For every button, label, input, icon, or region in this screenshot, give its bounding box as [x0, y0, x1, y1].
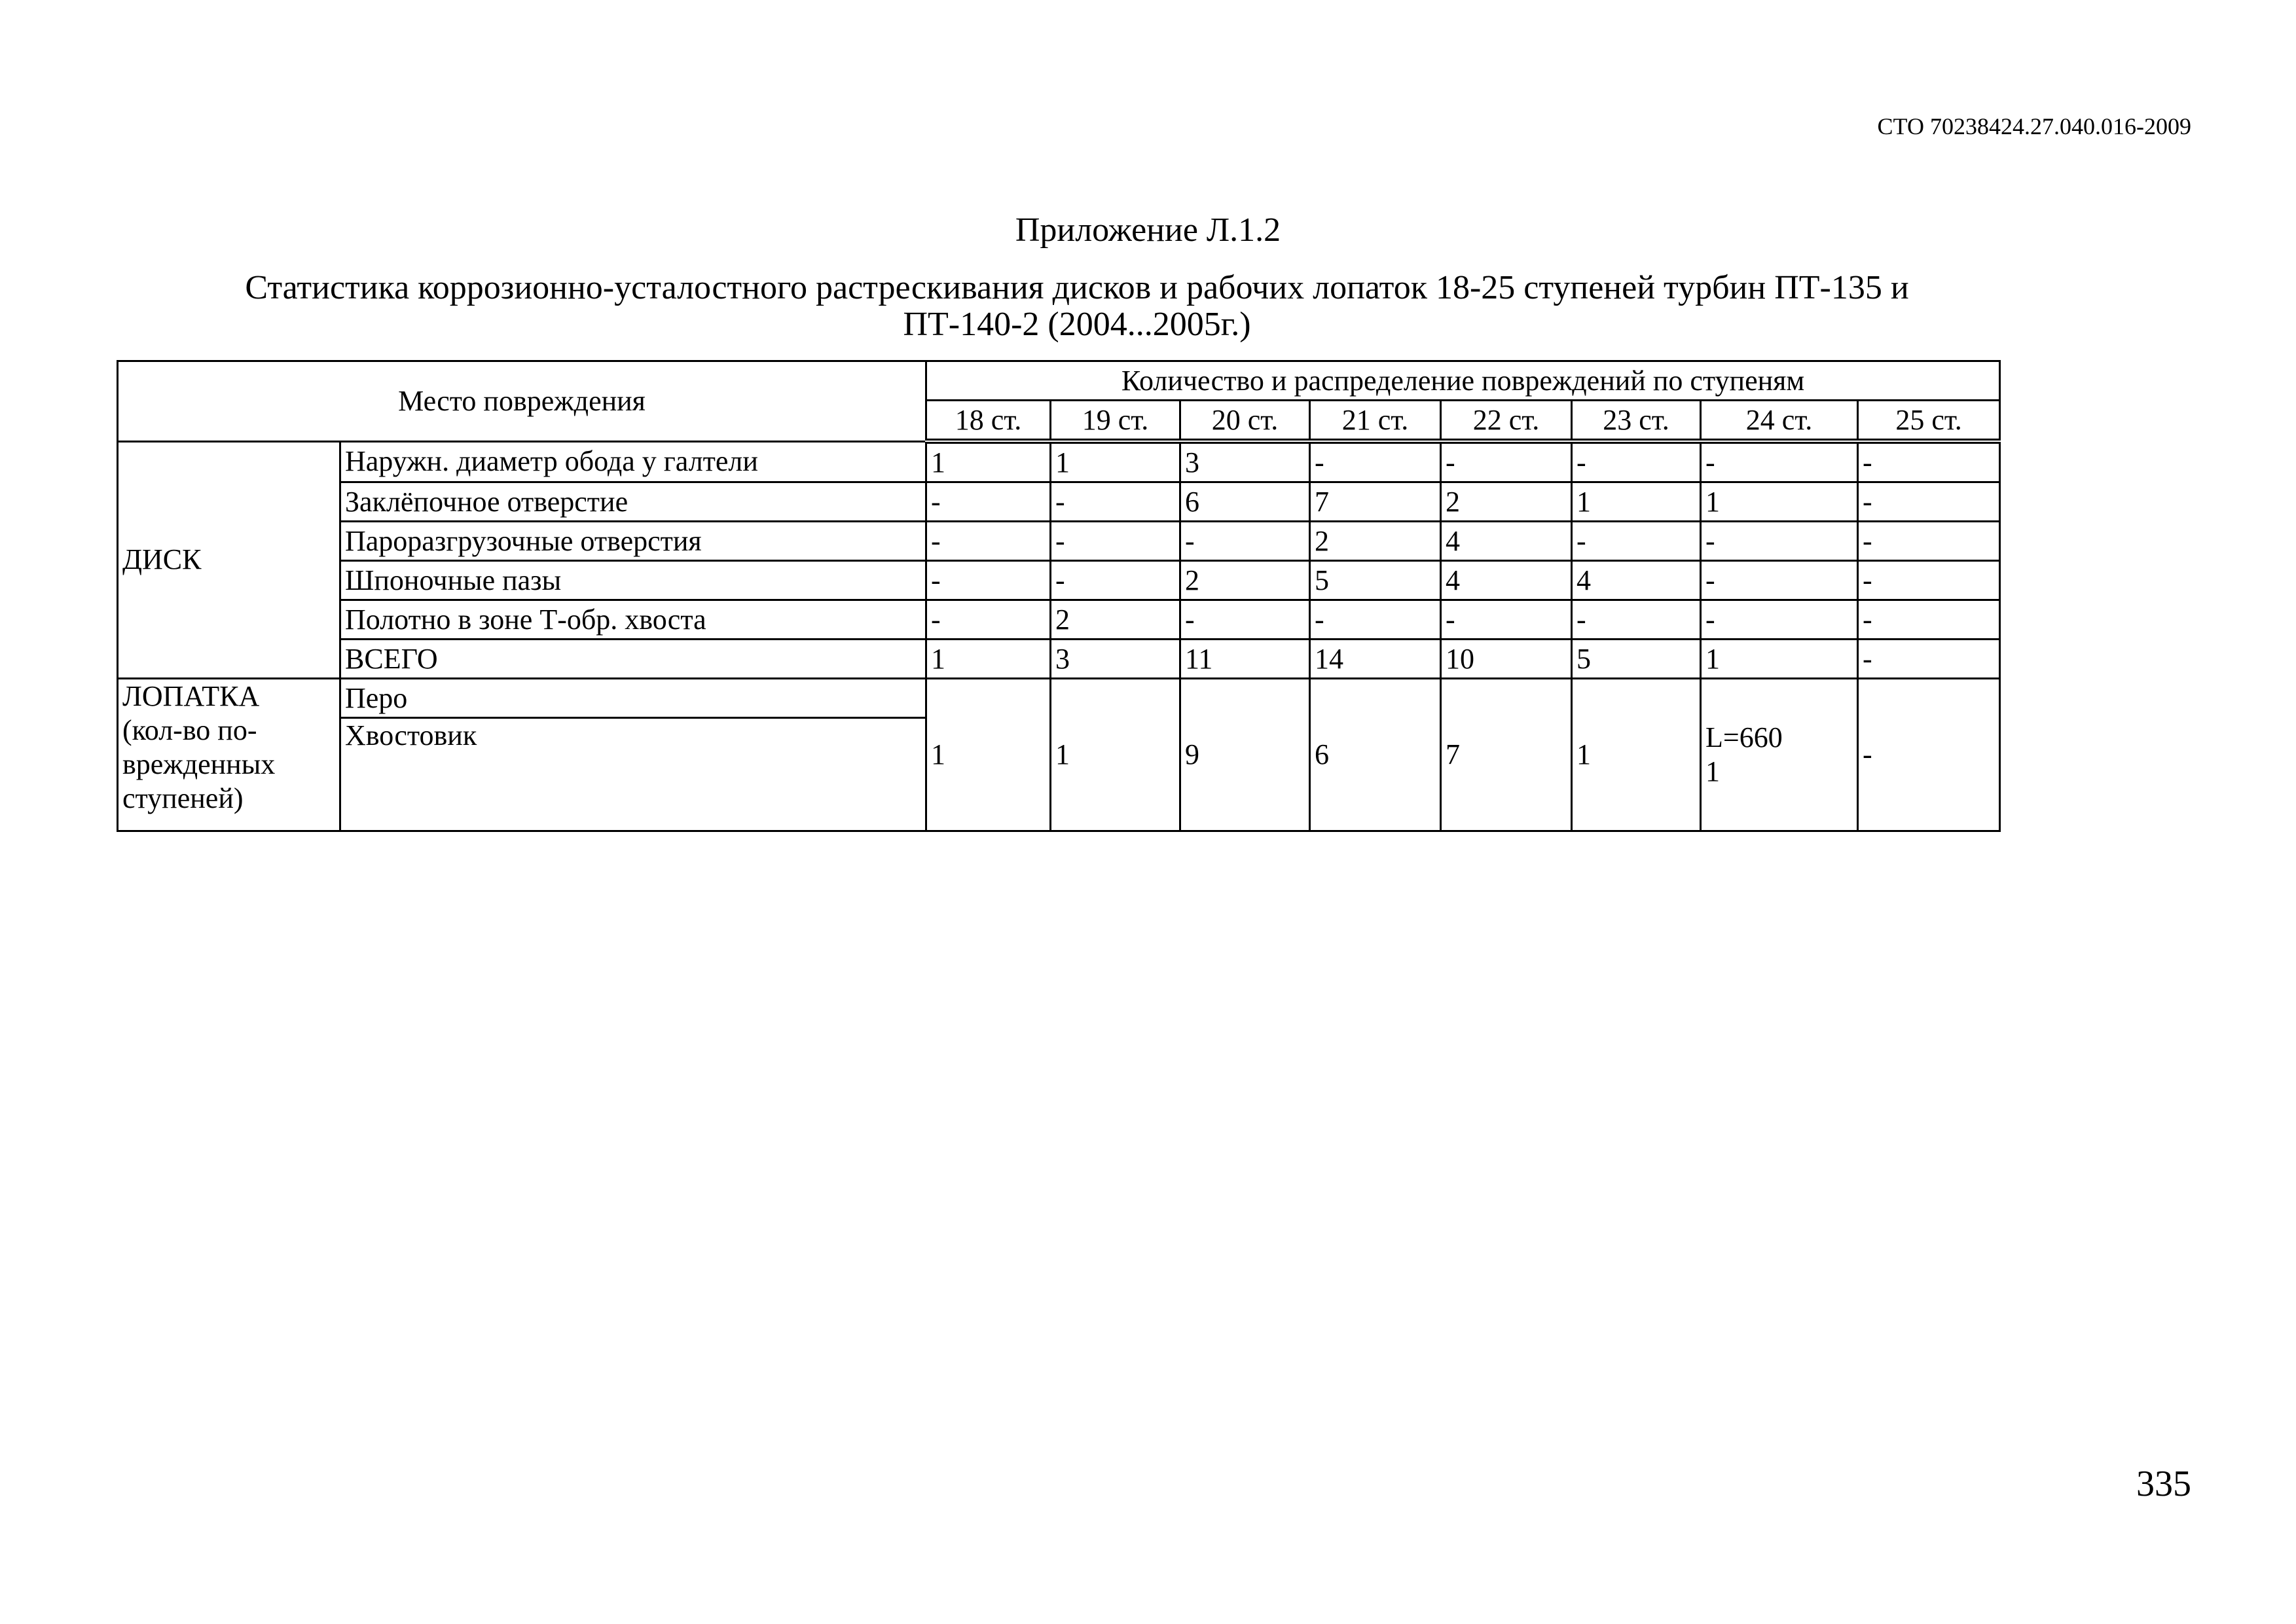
table-cell: 2 [1310, 522, 1441, 561]
stage-header: 18 ст. [926, 401, 1051, 442]
table-cell: 14 [1310, 640, 1441, 679]
table-cell: - [926, 561, 1051, 600]
table-cell: - [1572, 600, 1701, 640]
table-cell-24 [1701, 679, 1858, 831]
table-cell: 5 [1310, 561, 1441, 600]
table-cell: 1 [1051, 441, 1180, 482]
table-cell: 1 [926, 679, 1051, 831]
table-cell: 1 [1572, 679, 1701, 831]
stage-header: 19 ст. [1051, 401, 1180, 442]
table-cell: - [1441, 441, 1572, 482]
table-cell: 10 [1441, 640, 1572, 679]
table-cell: - [1572, 522, 1701, 561]
table-cell: 2 [1051, 600, 1180, 640]
cell-line: 1 [1705, 755, 1721, 787]
table-cell: - [926, 482, 1051, 522]
table-cell: - [1310, 600, 1441, 640]
table-cell: - [1441, 600, 1572, 640]
table-cell: 1 [1701, 640, 1858, 679]
row-label: Шпоночные пазы [340, 561, 926, 600]
table-cell: - [1701, 561, 1858, 600]
table-cell: 1 [926, 640, 1051, 679]
table-cell: - [1701, 600, 1858, 640]
table-cell: - [926, 600, 1051, 640]
stage-header: 25 ст. [1858, 401, 2000, 442]
table-cell: 1 [926, 441, 1051, 482]
page-number: 335 [2136, 1464, 2191, 1504]
table-cell: - [1051, 522, 1180, 561]
table-cell: 6 [1310, 679, 1441, 831]
table-cell: - [1858, 522, 2000, 561]
table-cell: 2 [1441, 482, 1572, 522]
table-cell: - [1858, 600, 2000, 640]
cell-line: L=660 [1705, 721, 1783, 753]
stage-header: 22 ст. [1441, 401, 1572, 442]
blade-label-line: (кол-во по- [122, 714, 257, 746]
stage-header: 21 ст. [1310, 401, 1441, 442]
table-cell: - [1572, 441, 1701, 482]
table-row [118, 561, 2000, 600]
table-row-total [118, 640, 2000, 679]
table-title-line-1: Статистика коррозионно-усталостного растрескивания дисков и рабочих лопаток 18-25 ступеней турбин ПТ-135 и [245, 269, 1909, 306]
table-row [118, 600, 2000, 640]
table-cell: 2 [1180, 561, 1310, 600]
disk-group-label: ДИСК [118, 441, 340, 679]
table-cell: 6 [1180, 482, 1310, 522]
row-label: Заклёпочное отверстие [340, 482, 926, 522]
table-cell: 3 [1051, 640, 1180, 679]
table-cell: 3 [1180, 441, 1310, 482]
table-cell: - [1180, 522, 1310, 561]
table-cell: - [1858, 640, 2000, 679]
stage-header: 20 ст. [1180, 401, 1310, 442]
table-row [118, 679, 2000, 718]
table-cell: 1 [1572, 482, 1701, 522]
table-cell: - [1701, 522, 1858, 561]
table-cell: - [1858, 482, 2000, 522]
blade-group-label [118, 679, 340, 831]
row-label: Полотно в зоне Т-обр. хвоста [340, 600, 926, 640]
table-row [118, 522, 2000, 561]
table-cell: 4 [1441, 522, 1572, 561]
table-cell: - [1858, 561, 2000, 600]
table-cell: 9 [1180, 679, 1310, 831]
document-code: СТО 70238424.27.040.016-2009 [1877, 113, 2191, 139]
header-row-top [118, 361, 2000, 401]
table-cell: - [1051, 482, 1180, 522]
blade-label-line: врежденных [122, 748, 276, 780]
appendix-heading: Приложение Л.1.2 [1015, 211, 1281, 249]
table-cell: - [1858, 679, 2000, 831]
row-label: Наружн. диаметр обода у галтели [340, 441, 926, 482]
row-label: Хвостовик [340, 718, 926, 831]
row-label: Пароразгрузочные отверстия [340, 522, 926, 561]
table-cell: 7 [1310, 482, 1441, 522]
table-cell: 4 [1441, 561, 1572, 600]
row-label: ВСЕГО [340, 640, 926, 679]
table-cell: 1 [1701, 482, 1858, 522]
table-title [111, 270, 2043, 343]
stage-header: 24 ст. [1701, 401, 1858, 442]
stage-header: 23 ст. [1572, 401, 1701, 442]
table-cell: 1 [1051, 679, 1180, 831]
table-cell: 11 [1180, 640, 1310, 679]
table-cell: - [1701, 441, 1858, 482]
table-cell: - [1858, 441, 2000, 482]
table-row [118, 441, 2000, 482]
location-header: Место повреждения [118, 361, 926, 442]
table-title-line-2: ПТ-140-2 (2004...2005г.) [903, 306, 1251, 343]
damage-statistics-table [117, 360, 2001, 832]
table-cell: 4 [1572, 561, 1701, 600]
table-cell: 7 [1441, 679, 1572, 831]
blade-label-line: ступеней) [122, 782, 244, 814]
table-row [118, 482, 2000, 522]
table-cell: 5 [1572, 640, 1701, 679]
table-cell: - [1051, 561, 1180, 600]
blade-label-line: ЛОПАТКА [122, 680, 260, 712]
row-label: Перо [340, 679, 926, 718]
table-cell: - [1310, 441, 1441, 482]
table-cell: - [1180, 600, 1310, 640]
table-cell: - [926, 522, 1051, 561]
count-header: Количество и распределение повреждений по ступеням [926, 361, 2000, 401]
